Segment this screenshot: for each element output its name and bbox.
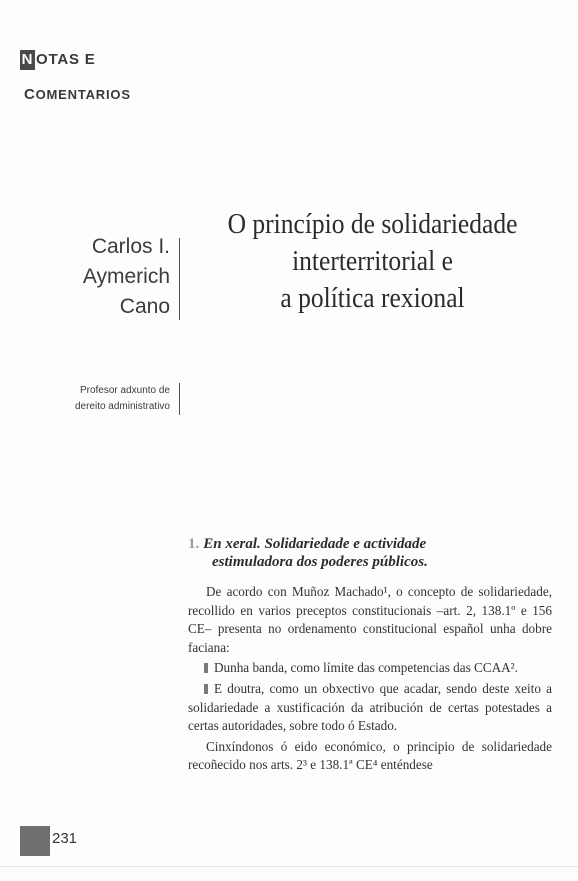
page-bottom-rule <box>0 866 578 867</box>
section-1-heading-line2: estimuladora dos poderes públicos. <box>212 554 428 570</box>
bullet-item-2-text: E doutra, como un obxectivo que acadar, sendo deste xeito a solidariedade a xustificación da atribución de certas potestades a certas autoridades, sobre todo ó Estado. <box>188 680 552 734</box>
author-name <box>83 232 170 322</box>
affiliation-text <box>75 383 170 415</box>
page-number-box <box>20 826 50 856</box>
bullet-marker <box>204 684 208 694</box>
article-title-line1: O princípio de solidariedade <box>227 208 518 240</box>
paragraph-1: De acordo con Muñoz Machado¹, o concepto de solidariedade, recollido en varios preceptos constitucionais –art. 2, 138.1º e 156 CE– presenta no ordenamento constitucional español unha dobre faciana: <box>188 584 552 655</box>
author-name-line1: Carlos I. <box>91 235 170 258</box>
affiliation-divider <box>179 383 180 415</box>
section-heading-line2-initial: C <box>24 86 36 103</box>
author-affiliation <box>40 383 180 419</box>
section-1-heading-line1: En xeral. Solidariedade e actividade <box>203 536 427 552</box>
author-name-line2: Aymerich <box>82 265 170 288</box>
section-heading-line2-rest: OMENTARIOS <box>35 87 131 102</box>
section-heading-line1-rest: OTAS E <box>36 51 96 68</box>
section-heading-initial-box: N <box>21 51 34 68</box>
author-block <box>60 232 180 322</box>
body-text <box>188 583 552 775</box>
bullet-item-1-text: Dunha banda, como límite das competencias das CCAA². <box>214 660 518 676</box>
author-divider <box>179 238 180 320</box>
section-heading <box>20 50 131 105</box>
author-name-line3: Cano <box>119 295 170 318</box>
bullet-item-1 <box>188 659 552 678</box>
paragraph-2: Cinxíndonos ó eido económico, o principio de solidariedade recoñecido nos arts. 2³ e 138.1ª CE⁴ enténdese <box>188 738 552 773</box>
section-heading-line2 <box>24 85 131 105</box>
bullet-marker <box>204 663 208 673</box>
section-1-heading <box>188 535 558 571</box>
article-title-line2: interterritorial e <box>292 245 453 277</box>
bullet-item-2 <box>188 680 552 736</box>
section-1-number: 1. <box>188 536 200 552</box>
article-title-line3: a política rexional <box>280 282 465 314</box>
page-number: 231 <box>52 830 78 847</box>
section-heading-line1 <box>20 50 131 70</box>
affiliation-line2: dereito administrativo <box>74 401 170 412</box>
article-title <box>212 206 533 317</box>
affiliation-line1: Profesor adxunto de <box>79 385 170 396</box>
